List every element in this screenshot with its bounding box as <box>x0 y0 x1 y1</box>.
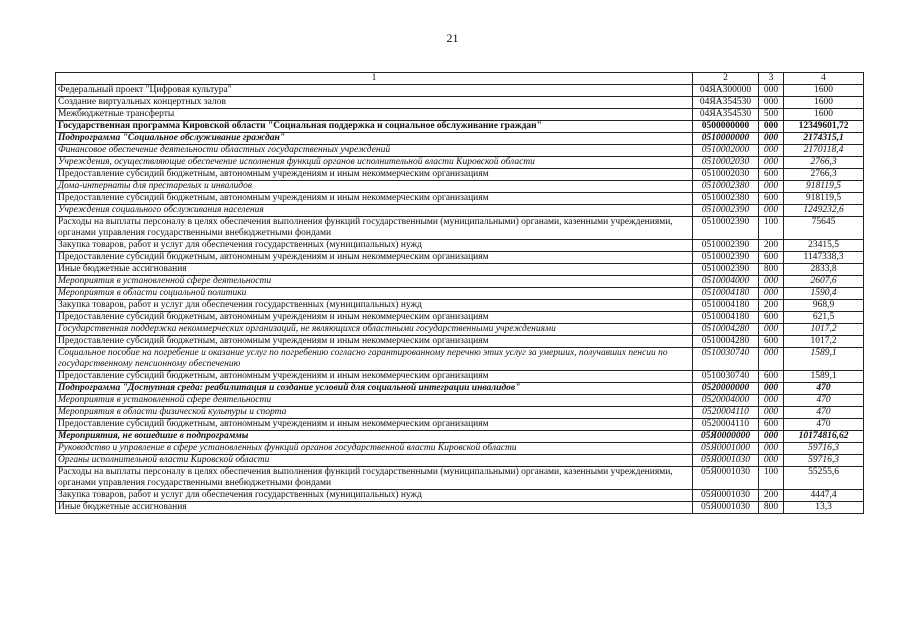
row-amount: 1017,2 <box>784 336 864 348</box>
row-amount: 2170118,4 <box>784 145 864 157</box>
row-amount: 75645 <box>784 217 864 240</box>
header-col-code: 2 <box>693 73 759 85</box>
row-code: 04ЯА300000 <box>693 85 759 97</box>
row-name: Расходы на выплаты персоналу в целях обеспечения выполнения функций государственными (муниципальными) органами, казенными учреждениями, органами управления государственными внебюджетными фондами <box>56 217 693 240</box>
row-amount: 621,5 <box>784 312 864 324</box>
table-row <box>56 407 864 419</box>
row-amount: 1249232,6 <box>784 205 864 217</box>
header-col-type: 3 <box>759 73 784 85</box>
row-type: 000 <box>759 276 784 288</box>
table-row <box>56 431 864 443</box>
header-col-name: 1 <box>56 73 693 85</box>
row-name: Мероприятия, не вошедшие в подпрограммы <box>56 431 693 443</box>
row-type: 800 <box>759 502 784 514</box>
table-row <box>56 467 864 490</box>
row-name: Закупка товаров, работ и услуг для обеспечения государственных (муниципальных) нужд <box>56 240 693 252</box>
row-code: 0510002380 <box>693 193 759 205</box>
row-name: Предоставление субсидий бюджетным, автономным учреждениям и иным некоммерческим организациям <box>56 336 693 348</box>
row-type: 000 <box>759 85 784 97</box>
row-name: Подпрограмма "Доступная среда: реабилитация и создание условий для социальной интеграции инвалидов" <box>56 383 693 395</box>
row-amount: 1600 <box>784 85 864 97</box>
row-code: 0510002030 <box>693 169 759 181</box>
row-type: 600 <box>759 252 784 264</box>
row-name: Расходы на выплаты персоналу в целях обеспечения выполнения функций государственными (муниципальными) органами, казенными учреждениями, органами управления государственными внебюджетными фондами <box>56 467 693 490</box>
row-amount: 1589,1 <box>784 371 864 383</box>
row-code: 0510004180 <box>693 300 759 312</box>
table-row <box>56 395 864 407</box>
table-row <box>56 181 864 193</box>
row-code: 0510002000 <box>693 145 759 157</box>
row-amount: 918119,5 <box>784 181 864 193</box>
table-row <box>56 264 864 276</box>
row-amount: 470 <box>784 419 864 431</box>
row-name: Мероприятия в области социальной политики <box>56 288 693 300</box>
row-amount: 1589,1 <box>784 348 864 371</box>
table-row <box>56 336 864 348</box>
row-type: 000 <box>759 181 784 193</box>
row-name: Мероприятия в установленной сфере деятельности <box>56 395 693 407</box>
row-code: 05Я0001030 <box>693 490 759 502</box>
row-type: 200 <box>759 490 784 502</box>
row-name: Предоставление субсидий бюджетным, автономным учреждениям и иным некоммерческим организациям <box>56 169 693 181</box>
row-code: 0510002390 <box>693 217 759 240</box>
row-code: 0510004180 <box>693 288 759 300</box>
row-code: 0520000000 <box>693 383 759 395</box>
row-name: Создание виртуальных концертных залов <box>56 97 693 109</box>
table-row <box>56 300 864 312</box>
row-name: Межбюджетные трансферты <box>56 109 693 121</box>
row-code: 0510004000 <box>693 276 759 288</box>
row-type: 200 <box>759 240 784 252</box>
row-amount: 1600 <box>784 97 864 109</box>
row-code: 0510004180 <box>693 312 759 324</box>
row-amount: 2607,6 <box>784 276 864 288</box>
table-row <box>56 133 864 145</box>
row-amount: 1017,2 <box>784 324 864 336</box>
row-name: Дома-интернаты для престарелых и инвалидов <box>56 181 693 193</box>
row-name: Предоставление субсидий бюджетным, автономным учреждениям и иным некоммерческим организациям <box>56 252 693 264</box>
row-code: 0510000000 <box>693 133 759 145</box>
page-number: 21 <box>446 31 459 45</box>
row-amount: 470 <box>784 383 864 395</box>
table-row <box>56 276 864 288</box>
row-name: Закупка товаров, работ и услуг для обеспечения государственных (муниципальных) нужд <box>56 490 693 502</box>
row-type: 000 <box>759 348 784 371</box>
table-row <box>56 419 864 431</box>
table-row <box>56 157 864 169</box>
row-amount: 23415,5 <box>784 240 864 252</box>
table-row <box>56 324 864 336</box>
row-code: 0510002390 <box>693 240 759 252</box>
row-type: 000 <box>759 157 784 169</box>
table-row <box>56 109 864 121</box>
row-type: 600 <box>759 419 784 431</box>
table-body <box>56 85 864 514</box>
row-code: 05Я0001030 <box>693 455 759 467</box>
row-amount: 59716,3 <box>784 455 864 467</box>
row-code: 0510004280 <box>693 336 759 348</box>
row-type: 000 <box>759 288 784 300</box>
row-code: 0510030740 <box>693 348 759 371</box>
row-amount: 55255,6 <box>784 467 864 490</box>
row-amount: 968,9 <box>784 300 864 312</box>
header-col-amount: 4 <box>784 73 864 85</box>
table-row <box>56 383 864 395</box>
table-row <box>56 371 864 383</box>
row-type: 000 <box>759 324 784 336</box>
row-type: 000 <box>759 443 784 455</box>
row-type: 600 <box>759 371 784 383</box>
row-amount: 470 <box>784 407 864 419</box>
row-type: 000 <box>759 383 784 395</box>
row-type: 100 <box>759 217 784 240</box>
row-type: 000 <box>759 407 784 419</box>
table-row <box>56 240 864 252</box>
row-type: 500 <box>759 109 784 121</box>
row-code: 04ЯА354530 <box>693 109 759 121</box>
table-row <box>56 145 864 157</box>
row-amount: 2833,8 <box>784 264 864 276</box>
row-name: Учреждения, осуществляющие обеспечение исполнения функций органов исполнительной власти Кировской области <box>56 157 693 169</box>
row-code: 0510030740 <box>693 371 759 383</box>
row-code: 0510002030 <box>693 157 759 169</box>
row-type: 600 <box>759 193 784 205</box>
row-code: 0520004110 <box>693 419 759 431</box>
row-name: Предоставление субсидий бюджетным, автономным учреждениям и иным некоммерческим организациям <box>56 419 693 431</box>
table-header <box>56 73 864 85</box>
row-type: 000 <box>759 145 784 157</box>
row-name: Социальное пособие на погребение и оказание услуг по погребению согласно гарантированному перечню этих услуг за умерших, получавших пенсии по государственному пенсионному обеспечению <box>56 348 693 371</box>
row-code: 0510004280 <box>693 324 759 336</box>
table-row <box>56 443 864 455</box>
row-name: Федеральный проект "Цифровая культура" <box>56 85 693 97</box>
row-amount: 12349601,72 <box>784 121 864 133</box>
row-code: 0500000000 <box>693 121 759 133</box>
row-amount: 1147338,3 <box>784 252 864 264</box>
table-row <box>56 252 864 264</box>
row-code: 04ЯА354530 <box>693 97 759 109</box>
row-amount: 59716,3 <box>784 443 864 455</box>
table-row <box>56 85 864 97</box>
row-amount: 4447,4 <box>784 490 864 502</box>
table-row <box>56 348 864 371</box>
row-amount: 2766,3 <box>784 169 864 181</box>
row-type: 600 <box>759 336 784 348</box>
row-type: 000 <box>759 205 784 217</box>
row-code: 05Я0001030 <box>693 502 759 514</box>
row-name: Руководство и управление в сфере установленных функций органов государственной власти Кировской области <box>56 443 693 455</box>
row-amount: 918119,5 <box>784 193 864 205</box>
header-row <box>56 73 864 85</box>
row-name: Предоставление субсидий бюджетным, автономным учреждениям и иным некоммерческим организациям <box>56 193 693 205</box>
row-type: 000 <box>759 133 784 145</box>
row-code: 0510002390 <box>693 205 759 217</box>
row-code: 0510002390 <box>693 252 759 264</box>
budget-table <box>55 72 864 514</box>
row-type: 600 <box>759 169 784 181</box>
table-row <box>56 288 864 300</box>
row-amount: 2174315,1 <box>784 133 864 145</box>
row-type: 800 <box>759 264 784 276</box>
table-row <box>56 455 864 467</box>
row-type: 600 <box>759 312 784 324</box>
row-amount: 10174816,62 <box>784 431 864 443</box>
row-code: 05Я0000000 <box>693 431 759 443</box>
row-name: Мероприятия в установленной сфере деятельности <box>56 276 693 288</box>
row-code: 0520004000 <box>693 395 759 407</box>
row-code: 05Я0001030 <box>693 467 759 490</box>
row-type: 000 <box>759 97 784 109</box>
table-row <box>56 217 864 240</box>
row-type: 000 <box>759 395 784 407</box>
row-name: Учреждения социального обслуживания населения <box>56 205 693 217</box>
row-code: 0520004110 <box>693 407 759 419</box>
row-name: Предоставление субсидий бюджетным, автономным учреждениям и иным некоммерческим организациям <box>56 371 693 383</box>
row-code: 05Я0001000 <box>693 443 759 455</box>
row-name: Предоставление субсидий бюджетным, автономным учреждениям и иным некоммерческим организациям <box>56 312 693 324</box>
row-type: 000 <box>759 121 784 133</box>
row-code: 0510002380 <box>693 181 759 193</box>
table-row <box>56 502 864 514</box>
row-name: Финансовое обеспечение деятельности областных государственных учреждений <box>56 145 693 157</box>
row-amount: 13,3 <box>784 502 864 514</box>
row-amount: 1590,4 <box>784 288 864 300</box>
row-name: Подпрограмма "Социальное обслуживание граждан" <box>56 133 693 145</box>
table-row <box>56 205 864 217</box>
table-row <box>56 97 864 109</box>
row-name: Мероприятия в области физической культуры и спорта <box>56 407 693 419</box>
row-type: 000 <box>759 455 784 467</box>
row-amount: 1600 <box>784 109 864 121</box>
row-name: Государственная поддержка некоммерческих организаций, не являющихся областными государственными учреждениями <box>56 324 693 336</box>
row-type: 000 <box>759 431 784 443</box>
row-type: 100 <box>759 467 784 490</box>
table-row <box>56 312 864 324</box>
table-row <box>56 193 864 205</box>
row-name: Иные бюджетные ассигнования <box>56 264 693 276</box>
row-name: Закупка товаров, работ и услуг для обеспечения государственных (муниципальных) нужд <box>56 300 693 312</box>
row-name: Иные бюджетные ассигнования <box>56 502 693 514</box>
table-row <box>56 490 864 502</box>
row-code: 0510002390 <box>693 264 759 276</box>
row-amount: 470 <box>784 395 864 407</box>
table-row <box>56 169 864 181</box>
table-row <box>56 121 864 133</box>
row-name: Государственная программа Кировской области "Социальная поддержка и социальное обслуживание граждан" <box>56 121 693 133</box>
row-type: 200 <box>759 300 784 312</box>
row-name: Органы исполнительной власти Кировской области <box>56 455 693 467</box>
row-amount: 2766,3 <box>784 157 864 169</box>
